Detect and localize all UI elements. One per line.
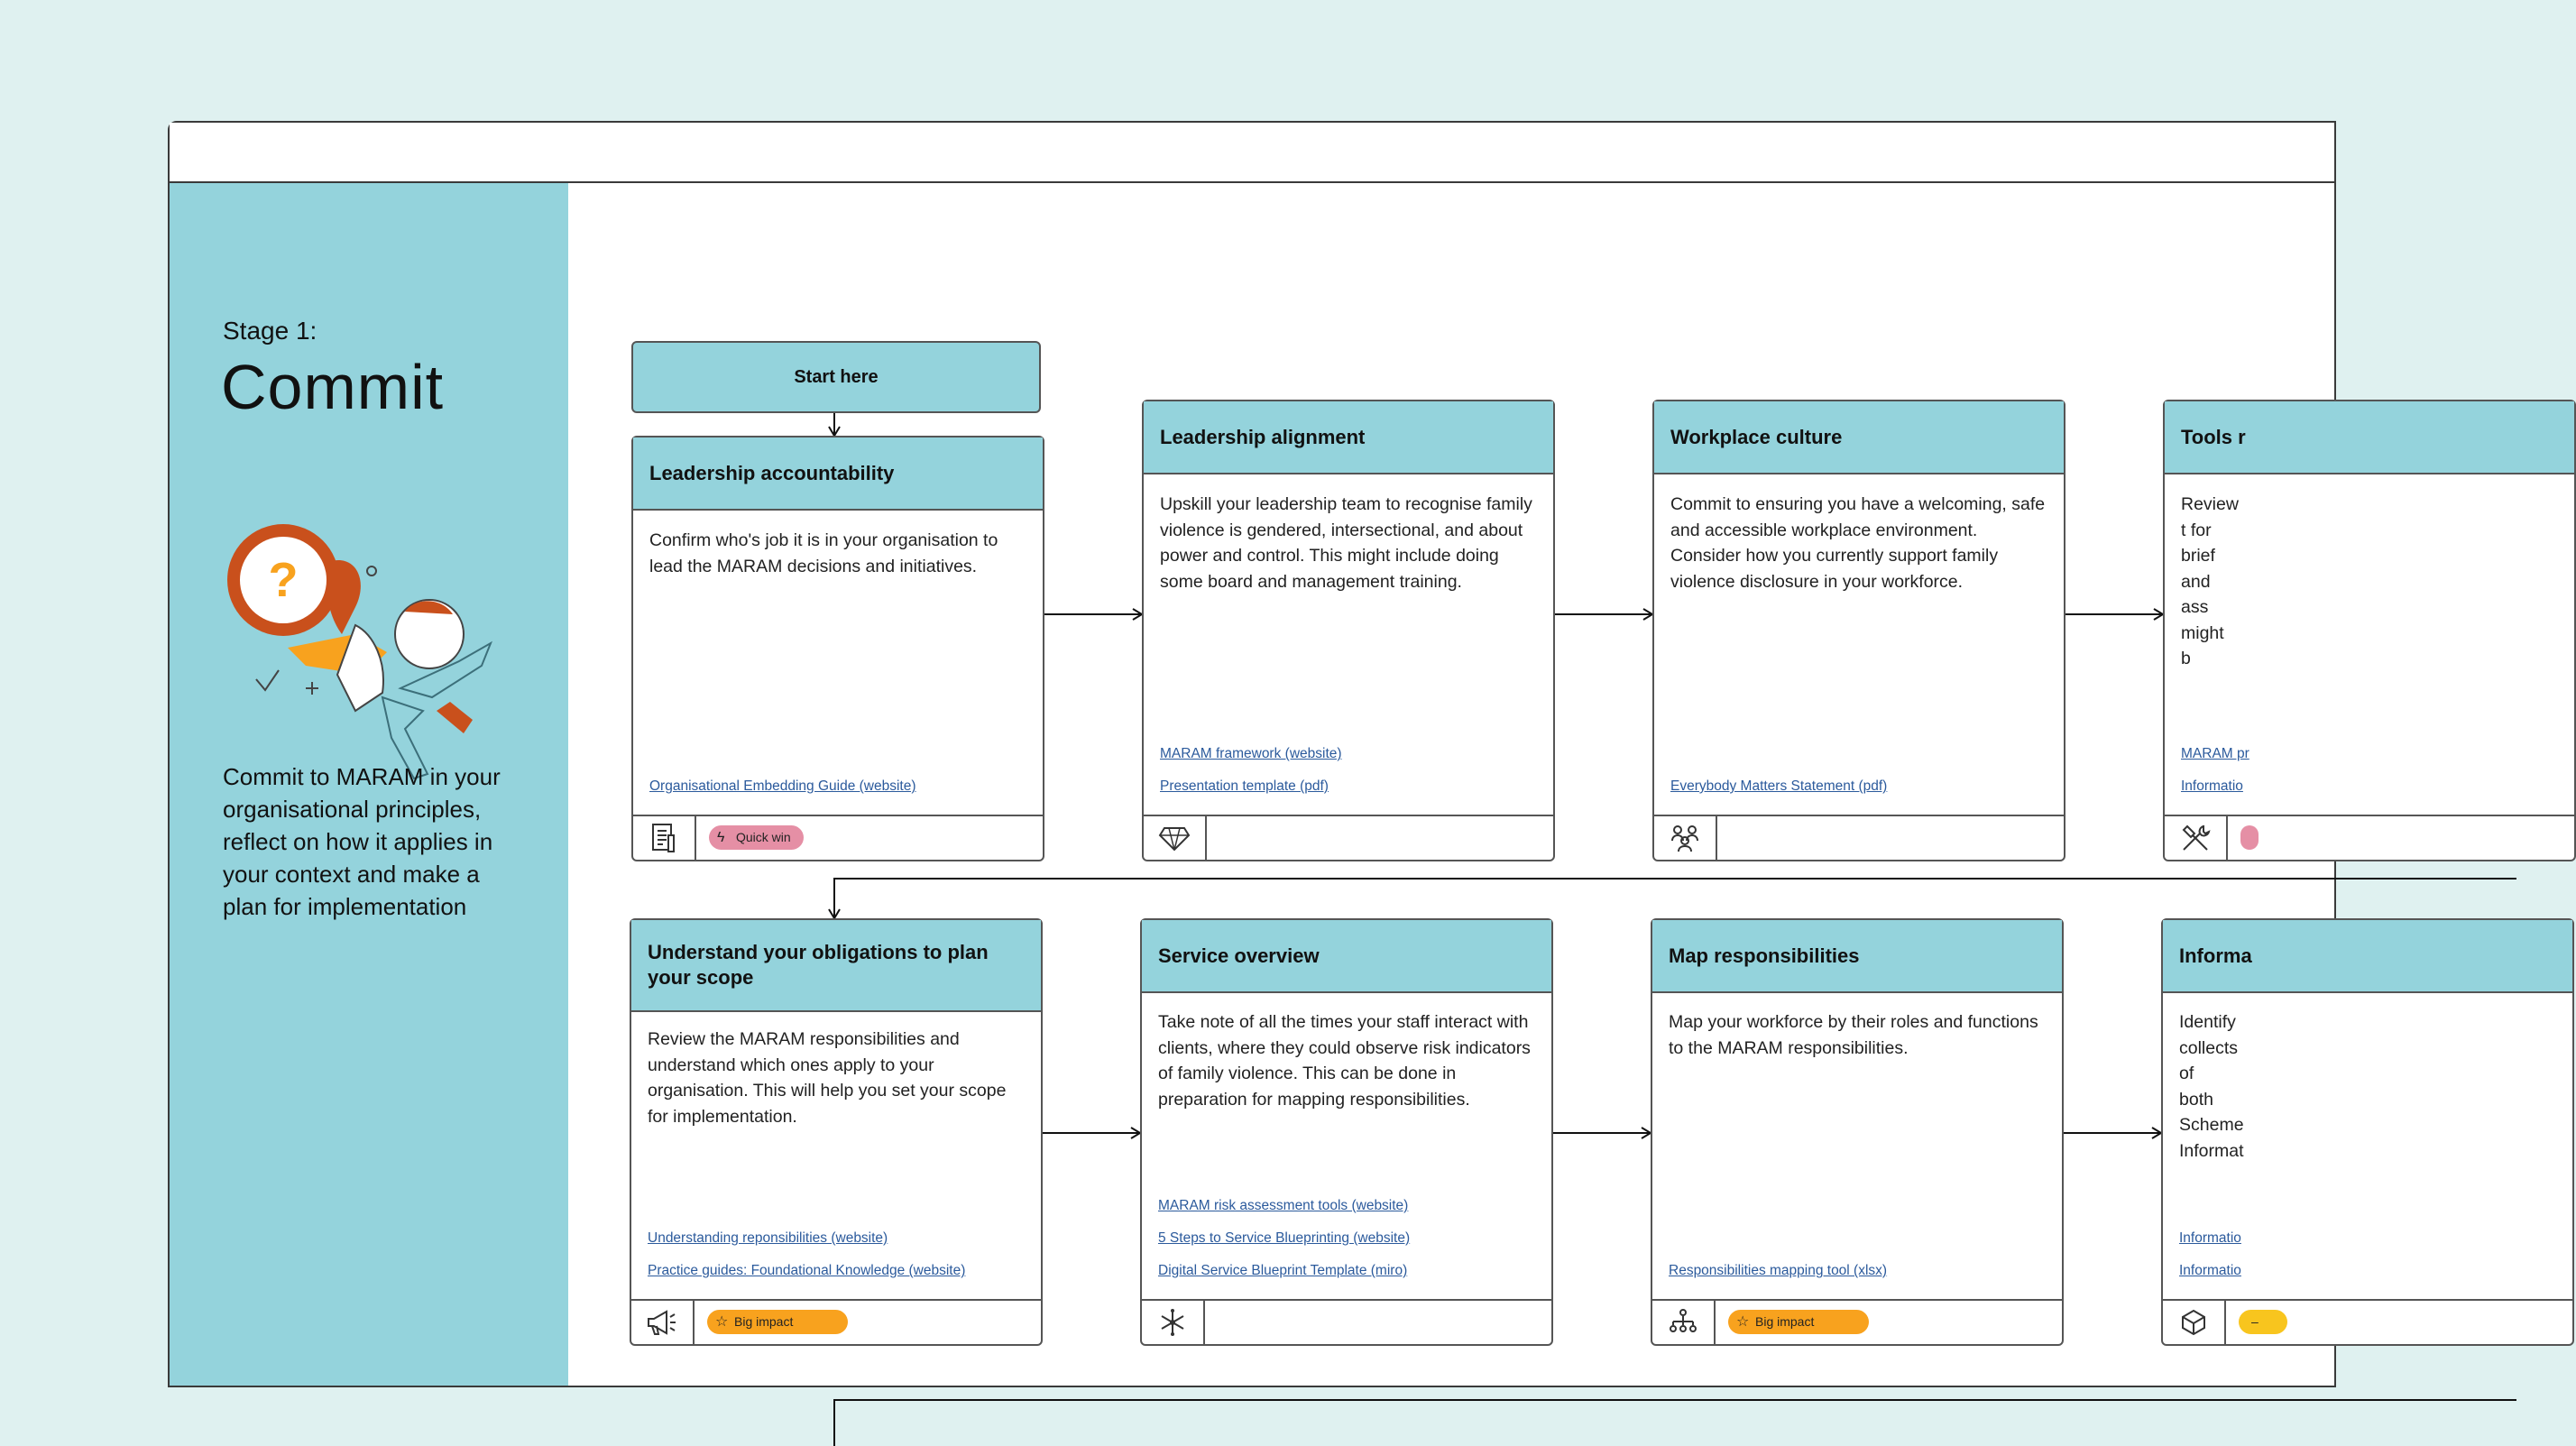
hierarchy-icon [1652,1301,1716,1344]
big-impact-badge: ☆ Big impact [1728,1310,1869,1334]
card-title: Workplace culture [1670,425,1843,448]
big-impact-badge: ☆ Big impact [707,1310,848,1334]
window-titlebar [170,123,2334,183]
person-with-magnifier-illustration [220,517,509,797]
link-maram-framework[interactable]: MARAM framework (website) [1160,746,1342,761]
link-information-partial[interactable]: Informatio [2181,778,2243,794]
card-links [648,1214,1032,1279]
card-workplace-culture[interactable] [1652,400,2065,861]
star-icon: ☆ [1736,1314,1750,1330]
card-body: Identify collects of both Scheme Informat [2179,1012,2244,1161]
stage-description: Commit to MARAM in your organisational principles, reflect on how it applies in your context and make a plan for implementation [223,763,501,920]
card-body: Take note of all the times your staff interact with clients, where they could observe risk indicators of family violence. This can be done in preparation for mapping responsibilities. [1158,1012,1531,1110]
card-understand-obligations[interactable] [630,918,1043,1346]
stage-title: Commit [221,352,445,422]
quick-win-badge [2240,825,2259,850]
card-body: Upskill your leadership team to recognise family violence is gendered, intersectional, and about power and control. This might include doing some board and management training. [1160,494,1532,592]
card-leadership-accountability[interactable] [631,436,1044,861]
card-tools-partial[interactable] [2163,400,2576,861]
link-information-partial-1[interactable]: Informatio [2179,1230,2241,1246]
card-title: Leadership alignment [1160,425,1366,448]
lightning-icon: ϟ [717,830,725,845]
card-links [2181,730,2565,795]
card-title: Informa [2179,944,2252,967]
card-title: Leadership accountability [649,461,895,484]
card-links [1669,1247,2053,1279]
people-group-icon [1654,816,1717,860]
stage-label: Stage 1: [223,317,317,345]
card-body: Confirm who's job it is in your organisation to lead the MARAM decisions and initiatives. [649,530,998,576]
tools-icon [2165,816,2228,860]
stage-sidebar [170,183,568,1386]
megaphone-icon [631,1301,695,1344]
document-icon [633,816,696,860]
link-practice-guides[interactable]: Practice guides: Foundational Knowledge (website) [648,1263,966,1278]
card-title: Understand your obligations to plan your scope [648,941,989,989]
link-information-partial-2[interactable]: Informatio [2179,1263,2241,1278]
link-everybody-matters[interactable]: Everybody Matters Statement (pdf) [1670,778,1888,794]
card-links [649,762,1034,795]
diamond-icon [1144,816,1207,860]
badge-partial: – [2239,1310,2287,1334]
star-icon: ☆ [715,1314,729,1330]
card-body: Review the MARAM responsibilities and understand which ones apply to your organisation. This will help you set your scope for implementation. [648,1029,1007,1127]
link-understanding-responsibilities[interactable]: Understanding reponsibilities (website) [648,1230,888,1246]
card-body: Commit to ensuring you have a welcoming, safe and accessible workplace environment. Consider how you currently support family violence disclosure in your workforce. [1670,494,2046,592]
card-links [1160,730,1544,795]
link-presentation-template[interactable]: Presentation template (pdf) [1160,778,1329,794]
quick-win-badge: ϟ Quick win [709,825,804,850]
card-links [1158,1182,1542,1279]
card-title: Map responsibilities [1669,944,1860,967]
network-icon [1142,1301,1205,1344]
journey-canvas [568,183,2334,1386]
link-maram-risk-assessment-tools[interactable]: MARAM risk assessment tools (website) [1158,1198,1409,1213]
card-information-partial[interactable] [2161,918,2574,1346]
card-body: Map your workforce by their roles and functions to the MARAM responsibilities. [1669,1012,2038,1058]
link-maram-partial[interactable]: MARAM pr [2181,746,2249,761]
start-here-button[interactable]: Start here [631,341,1041,413]
card-body: Review t for brief and ass might b [2181,494,2239,668]
link-responsibilities-mapping-tool[interactable]: Responsibilities mapping tool (xlsx) [1669,1263,1888,1278]
card-leadership-alignment[interactable] [1142,400,1555,861]
card-links [1670,762,2055,795]
svg-text:?: ? [268,553,299,607]
card-title: Service overview [1158,944,1320,967]
link-organisational-embedding-guide[interactable]: Organisational Embedding Guide (website) [649,778,916,794]
card-title: Tools r [2181,425,2246,448]
card-map-responsibilities[interactable] [1651,918,2064,1346]
card-service-overview[interactable] [1140,918,1553,1346]
cube-icon [2163,1301,2226,1344]
link-digital-service-blueprint[interactable]: Digital Service Blueprint Template (miro) [1158,1263,1408,1278]
app-window [168,121,2336,1387]
link-service-blueprinting[interactable]: 5 Steps to Service Blueprinting (website) [1158,1230,1411,1246]
card-links [2179,1214,2563,1279]
